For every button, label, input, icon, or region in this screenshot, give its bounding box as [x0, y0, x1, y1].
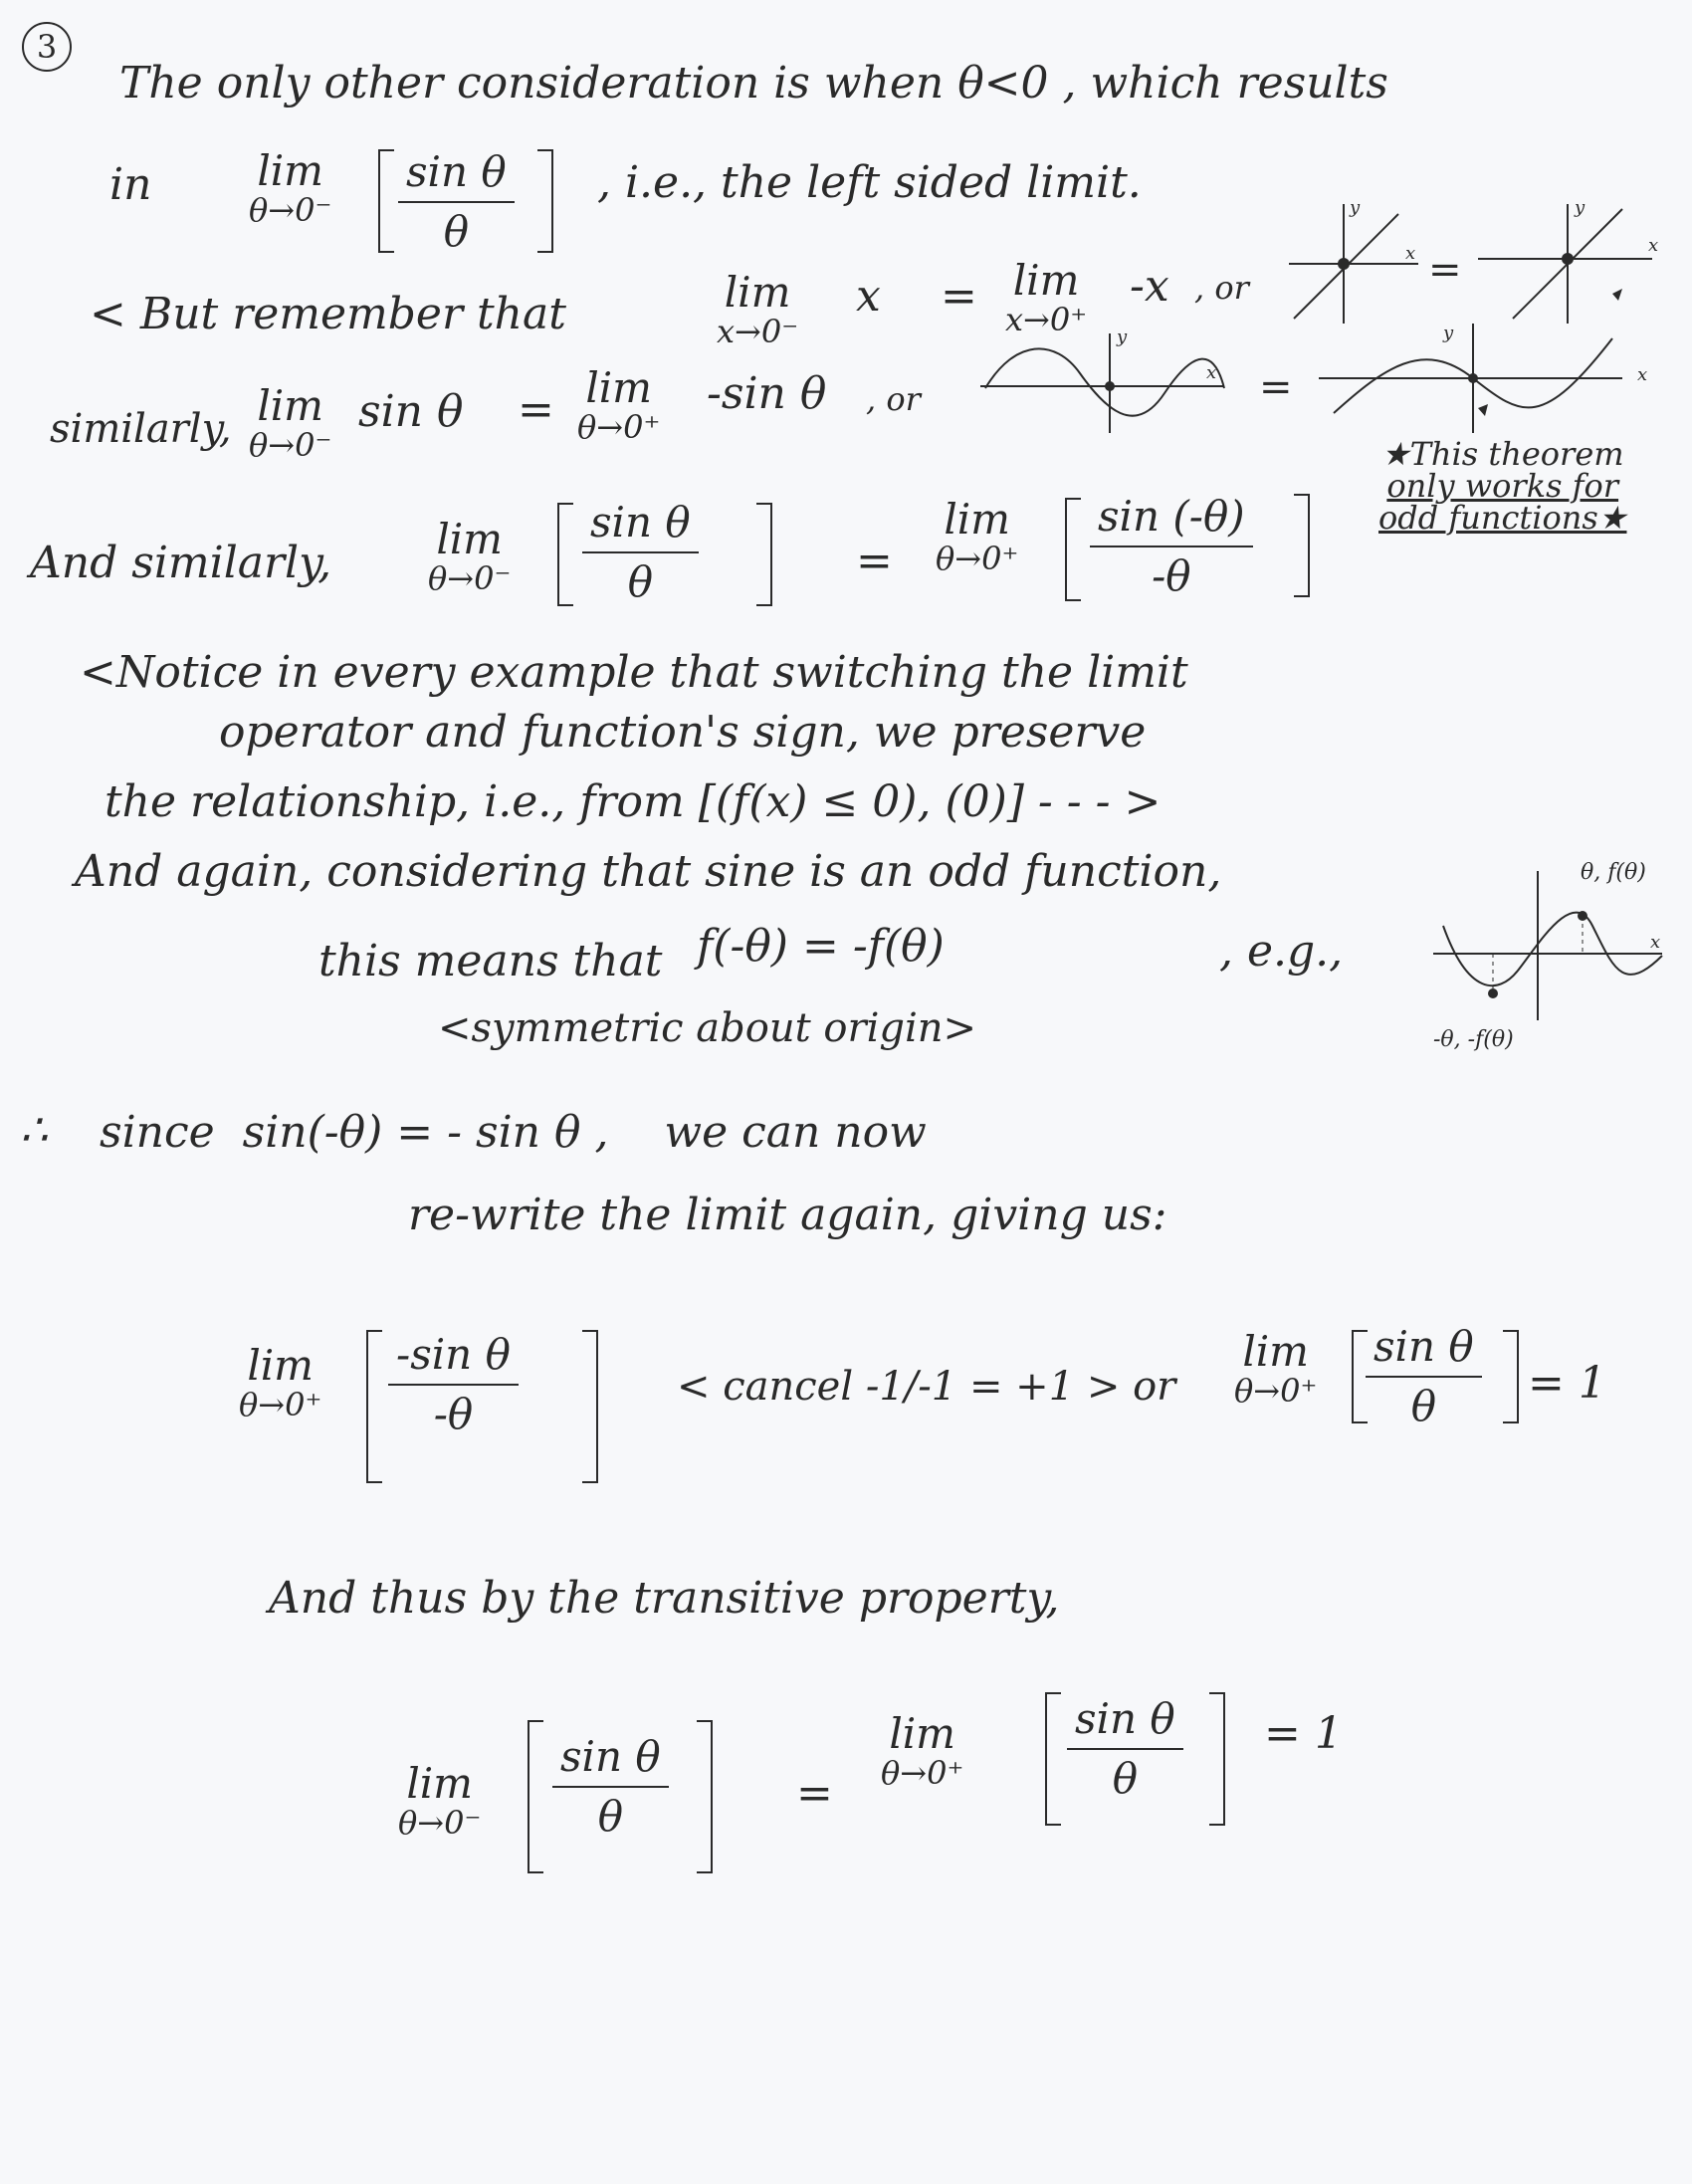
- limit-sin-right: [577, 363, 661, 446]
- fraction-numerator: sin θ: [590, 498, 691, 546]
- lim-subscript: x→0⁺: [1005, 301, 1088, 338]
- bracket-right: [1294, 494, 1310, 597]
- notice-line-2: operator and function's sign, we preserve: [219, 707, 1147, 758]
- limit-sin-left: [249, 381, 332, 464]
- lim-subscript: θ→0⁺: [577, 408, 661, 446]
- fraction-sin-over-theta: [1366, 1322, 1482, 1431]
- bracket-left: [528, 1720, 543, 1873]
- point-label-positive: θ, f(θ): [1581, 860, 1646, 885]
- lim-subscript: θ→0⁻: [398, 1804, 482, 1842]
- fraction-sin-over-theta: [552, 1732, 669, 1842]
- lim-word: lim: [257, 146, 324, 195]
- bracket-left: [366, 1330, 382, 1483]
- limit-final-right: [881, 1709, 964, 1792]
- again-line-1: And again, considering that sine is an odd function,: [75, 846, 1222, 897]
- bracket-left: [1065, 498, 1081, 601]
- cancel-result: = 1: [1528, 1358, 1606, 1409]
- lim-subscript: θ→0⁺: [936, 540, 1019, 577]
- fraction-denominator: θ: [443, 207, 469, 256]
- fraction-denominator: θ: [627, 557, 653, 606]
- fraction-sin-over-theta: [398, 147, 515, 257]
- axis-label-x: x: [1637, 364, 1648, 385]
- step-number: 3: [36, 28, 58, 66]
- limit-final-left: [398, 1759, 482, 1842]
- bracket-right: [537, 149, 553, 253]
- since-line-2: re-write the limit again, giving us:: [408, 1190, 1167, 1240]
- therefore-symbol: ∴: [20, 1105, 48, 1156]
- axis-label-y: y: [1443, 323, 1454, 343]
- lim-subscript: θ→0⁻: [249, 426, 332, 464]
- expr-neg-x: -x: [1130, 261, 1169, 312]
- transitive-line: And thus by the transitive property,: [269, 1573, 1060, 1624]
- eg-label: , e.g.,: [1219, 926, 1344, 977]
- fraction-denominator: θ: [1112, 1754, 1138, 1803]
- fraction-bar: [582, 551, 699, 553]
- line2-lead: in: [109, 159, 152, 210]
- bracket-right: [1503, 1330, 1519, 1423]
- negated-line-sketch: [1473, 199, 1662, 328]
- limit-cancel-right: [1234, 1327, 1318, 1410]
- symmetric-note: <symmetric about origin>: [438, 1005, 977, 1051]
- limit-x-right: [1005, 256, 1088, 338]
- axis-label-y: y: [1117, 327, 1128, 347]
- fraction-neg-sin-over-neg-theta: [388, 1330, 519, 1439]
- sketch-equals: =: [1428, 247, 1462, 293]
- fraction-numerator: sin θ: [406, 147, 507, 196]
- notice-line-3: the relationship, i.e., from [(f(x) ≤ 0), (0)] - - - >: [105, 776, 1162, 827]
- bracket-left: [557, 503, 573, 606]
- lim-subscript: θ→0⁺: [1234, 1372, 1318, 1410]
- fraction-bar: [552, 1786, 669, 1788]
- limit-frac-right: [936, 495, 1019, 577]
- axis-label-x: x: [1206, 362, 1217, 383]
- fraction-denominator: -θ: [433, 1390, 474, 1438]
- odd-function-note: [1378, 435, 1627, 537]
- limit-cancel: [239, 1341, 322, 1423]
- lim-subscript: θ→0⁺: [881, 1754, 964, 1792]
- sine-curve-sketch: [975, 328, 1234, 438]
- fraction-numerator: sin θ: [1374, 1322, 1474, 1371]
- axis-label-x: x: [1650, 932, 1661, 953]
- fraction-bar: [1090, 546, 1253, 547]
- identity-line-sketch: [1284, 199, 1423, 328]
- fraction-sin-neg-theta: [1090, 492, 1253, 601]
- bracket-left: [378, 149, 394, 253]
- fraction-numerator: sin θ: [1075, 1694, 1175, 1743]
- fraction-denominator: θ: [1410, 1382, 1436, 1430]
- lim-subscript: θ→0⁻: [249, 191, 332, 229]
- lim-word: lim: [1012, 256, 1080, 305]
- note-line-2: only works for: [1386, 467, 1619, 505]
- fraction-bar: [1366, 1376, 1482, 1378]
- fraction-bar: [1067, 1748, 1183, 1750]
- or-word: , or: [1194, 269, 1249, 307]
- sketch-equals: =: [1259, 364, 1293, 410]
- fraction-sin-over-theta: [582, 498, 699, 607]
- lim-word: lim: [585, 363, 653, 412]
- since-line-1: since sin(-θ) = - sin θ , we can now: [100, 1107, 927, 1158]
- lim-word: lim: [406, 1759, 474, 1808]
- final-result: = 1: [1264, 1708, 1343, 1759]
- equals-sign: =: [941, 271, 977, 322]
- axis-label-x: x: [1648, 235, 1659, 256]
- equals-sign: =: [796, 1768, 833, 1819]
- lim-word: lim: [257, 381, 324, 430]
- lim-word: lim: [247, 1341, 315, 1390]
- or-word: , or: [866, 380, 921, 418]
- lim-word: lim: [436, 515, 504, 563]
- equals-sign: =: [856, 536, 893, 586]
- bracket-left: [1045, 1692, 1061, 1826]
- note-line-1: ★This theorem: [1380, 435, 1624, 473]
- fraction-denominator: θ: [597, 1792, 623, 1841]
- limit-left-sided: [249, 146, 332, 229]
- limit-x-left: [717, 268, 799, 350]
- fraction-numerator: sin (-θ): [1098, 492, 1245, 541]
- lim-word: lim: [944, 495, 1011, 544]
- bracket-right: [697, 1720, 713, 1873]
- lim-subscript: θ→0⁺: [239, 1386, 322, 1423]
- expr-x: x: [856, 271, 881, 322]
- odd-function-formula: f(-θ) = -f(θ): [697, 921, 945, 972]
- axis-label-y: y: [1350, 197, 1361, 218]
- axis-label-y: y: [1575, 197, 1586, 218]
- bracket-right: [1209, 1692, 1225, 1826]
- expr-neg-sin: -sin θ: [707, 368, 827, 419]
- lim-word: lim: [1242, 1327, 1310, 1376]
- bracket-right: [756, 503, 772, 606]
- lim-subscript: x→0⁻: [717, 313, 799, 350]
- odd-function-sketch: [1423, 866, 1672, 1025]
- limit-frac-left: [428, 515, 512, 597]
- fraction-numerator: sin θ: [560, 1732, 661, 1781]
- equals-sign: =: [518, 384, 554, 435]
- lim-word: lim: [889, 1709, 956, 1758]
- line3-lead: < But remember that: [90, 289, 566, 339]
- fraction-sin-over-theta: [1067, 1694, 1183, 1804]
- fraction-bar: [398, 201, 515, 203]
- intro-line: The only other consideration is when θ<0 , which results: [119, 58, 1388, 109]
- lim-subscript: θ→0⁻: [428, 559, 512, 597]
- line4-lead: similarly,: [50, 406, 232, 452]
- again-line-2: this means that: [318, 936, 663, 986]
- bracket-right: [582, 1330, 598, 1483]
- fraction-numerator: -sin θ: [396, 1330, 511, 1379]
- axis-label-x: x: [1405, 243, 1416, 264]
- note-line-3: odd functions★: [1378, 499, 1627, 537]
- expr-sin-theta: sin θ: [358, 386, 464, 437]
- point-label-negative: -θ, -f(θ): [1433, 1027, 1514, 1052]
- step-number-badge: [22, 22, 72, 72]
- fraction-denominator: -θ: [1152, 551, 1191, 600]
- cancel-note: < cancel -1/-1 = +1 > or: [677, 1364, 1176, 1410]
- lim-word: lim: [724, 268, 791, 317]
- neg-sine-curve-sketch: [1314, 319, 1652, 438]
- line5-lead: And similarly,: [30, 538, 332, 588]
- notice-line-1: <Notice in every example that switching the limit: [80, 647, 1188, 698]
- fraction-bar: [388, 1384, 519, 1386]
- line2-tail: , i.e., the left sided limit.: [597, 157, 1142, 208]
